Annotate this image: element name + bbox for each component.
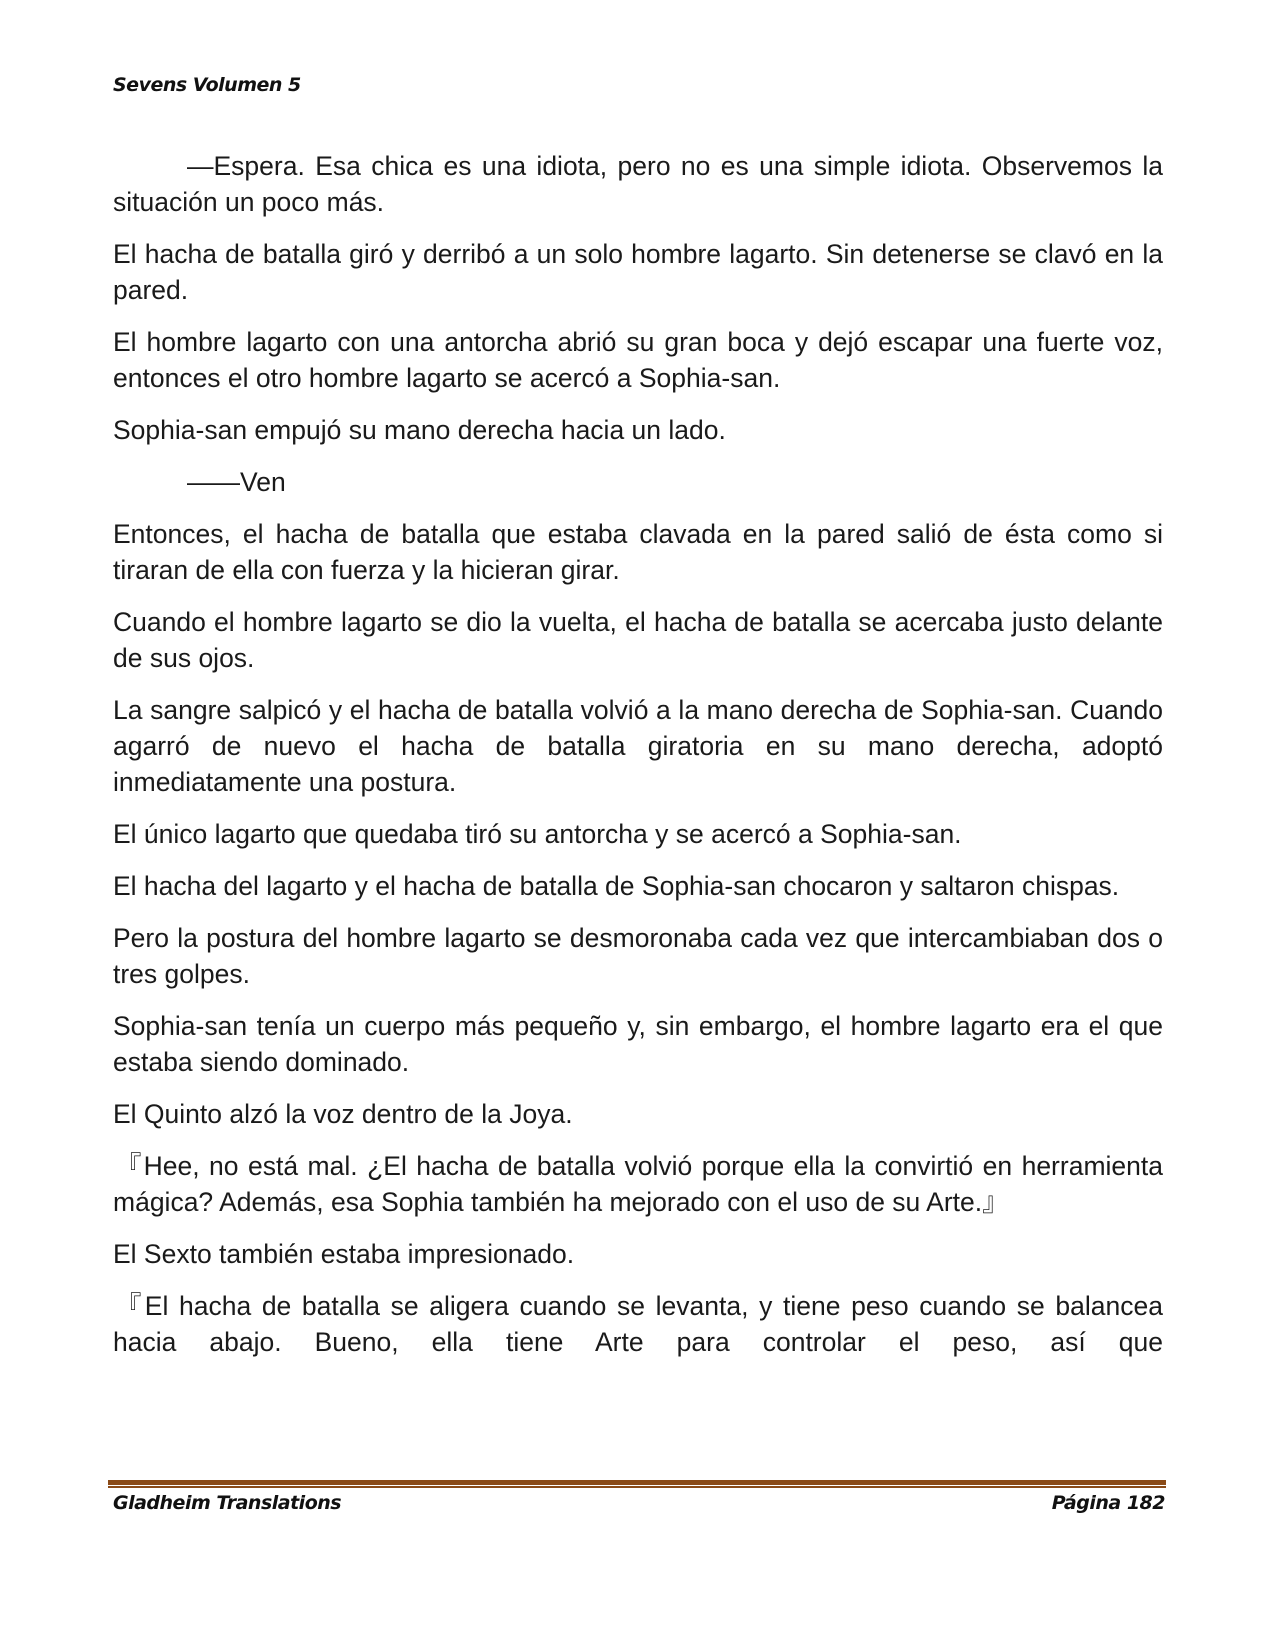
paragraph: Sophia-san empujó su mano derecha hacia un lado. [113, 415, 726, 445]
paragraph: El Sexto también estaba impresionado. [113, 1239, 575, 1269]
paragraph: Pero la postura del hombre lagarto se desmoronaba cada vez que intercambiaban dos o tres golpes. [113, 923, 1163, 989]
footer-publisher: Gladheim Translations [113, 1492, 342, 1514]
page-body [113, 148, 1163, 1376]
paragraph: El hombre lagarto con una antorcha abrió su gran boca y dejó escapar una fuerte voz, entonces el otro hombre lagarto se acercó a Sophia-san. [113, 327, 1163, 393]
footer-divider [108, 1480, 1166, 1488]
paragraph: Sophia-san tenía un cuerpo más pequeño y, sin embargo, el hombre lagarto era el que estaba siendo dominado. [113, 1011, 1163, 1077]
footer-page-number: Página 182 [1051, 1492, 1165, 1514]
paragraph: El hacha de batalla giró y derribó a un solo hombre lagarto. Sin detenerse se clavó en la pared. [113, 239, 1163, 305]
paragraph: El Quinto alzó la voz dentro de la Joya. [113, 1099, 573, 1129]
paragraph-dialogue-ven: ——Ven [187, 467, 286, 497]
footer-divider-thick-line [108, 1480, 1166, 1485]
paragraph: El hacha del lagarto y el hacha de batalla de Sophia-san chocaron y saltaron chispas. [113, 871, 1120, 901]
paragraph: El único lagarto que quedaba tiró su antorcha y se acercó a Sophia-san. [113, 819, 962, 849]
footer-divider-thin-line [108, 1486, 1166, 1488]
paragraph-sexto-quote: 『El hacha de batalla se aligera cuando se levanta, y tiene peso cuando se balancea hacia abajo. Bueno, ella tiene Arte para controlar el peso, así que [113, 1291, 1163, 1357]
paragraph: La sangre salpicó y el hacha de batalla volvió a la mano derecha de Sophia-san. Cuando agarró de nuevo el hacha de batalla giratoria en su mano derecha, adoptó inmediatamente una postura. [113, 695, 1163, 797]
paragraph: Entonces, el hacha de batalla que estaba clavada en la pared salió de ésta como si tiraran de ella con fuerza y la hicieran girar. [113, 519, 1163, 585]
paragraph-quinto-quote: 『Hee, no está mal. ¿El hacha de batalla volvió porque ella la convirtió en herramienta mágica? Además, esa Sophia también ha mejorado con el uso de su Arte.』 [113, 1151, 1163, 1217]
paragraph-dialogue-espera: —Espera. Esa chica es una idiota, pero no es una simple idiota. Observemos la situación un poco más. [113, 151, 1163, 217]
paragraph: Cuando el hombre lagarto se dio la vuelta, el hacha de batalla se acercaba justo delante de sus ojos. [113, 607, 1163, 673]
running-header: Sevens Volumen 5 [113, 74, 301, 96]
